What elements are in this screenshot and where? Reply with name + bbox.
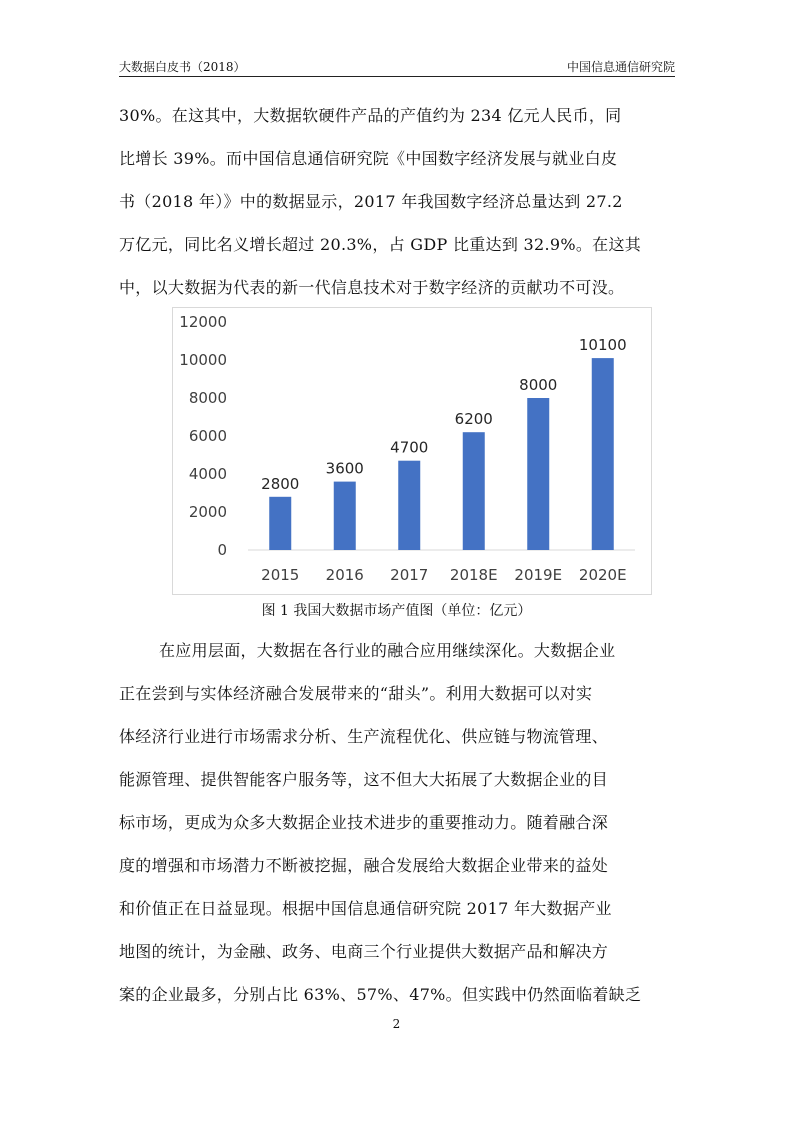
- header-divider: [119, 76, 675, 77]
- y-tick-label: 8000: [188, 389, 227, 407]
- header-title: 大数据白皮书（2018）: [119, 60, 246, 74]
- page-number: 2: [392, 1017, 401, 1031]
- page-header: [119, 58, 675, 76]
- y-tick-label: 10000: [179, 351, 227, 369]
- market-value-chart: [172, 307, 652, 595]
- paragraph-2: [119, 638, 675, 1004]
- x-tick-label: 2015: [261, 566, 300, 584]
- text-line: 度的增强和市场潜力不断被挖掘，融合发展给大数据企业带来的益处: [119, 856, 609, 875]
- data-label: 8000: [519, 376, 558, 394]
- y-tick-label: 4000: [188, 465, 227, 483]
- text-line: 30%。在这其中，大数据软硬件产品的产值约为 234 亿元人民币，同: [119, 106, 622, 125]
- paragraph-1: [119, 103, 675, 303]
- text-line: 中，以大数据为代表的新一代信息技术对于数字经济的贡献功不可没。: [119, 278, 625, 297]
- y-tick-label: 0: [217, 541, 227, 559]
- text-line: 标市场，更成为众多大数据企业技术进步的重要推动力。随着融合深: [119, 813, 609, 832]
- text-line: 比增长 39%。而中国信息通信研究院《中国数字经济发展与就业白皮: [119, 149, 618, 168]
- text-line: 书（2018 年）》中的数据显示，2017 年我国数字经济总量达到 27.2: [119, 192, 623, 211]
- y-tick-label: 6000: [188, 427, 227, 445]
- data-label: 10100: [578, 336, 627, 355]
- text-line: 和价值正在日益显现。根据中国信息通信研究院 2017 年大数据产业: [119, 899, 612, 918]
- bar: [398, 461, 420, 550]
- data-label: 6200: [454, 410, 493, 429]
- x-tick-label: 2016: [325, 566, 364, 584]
- x-tick-label: 2018E: [449, 566, 498, 584]
- bar: [269, 497, 291, 550]
- text-line: 案的企业最多，分别占比 63%、57%、47%。但实践中仍然面临着缺乏: [119, 985, 642, 1004]
- header-institution: 中国信息通信研究院: [566, 60, 675, 74]
- text-line: 体经济行业进行市场需求分析、生产流程优化、供应链与物流管理、: [119, 727, 609, 746]
- x-tick-label: 2017: [390, 566, 429, 584]
- text-line: 万亿元，同比名义增长超过 20.3%，占 GDP 比重达到 32.9%。在这其: [119, 235, 642, 254]
- x-tick-label: 2019E: [514, 566, 563, 584]
- data-label: 2800: [261, 474, 300, 493]
- figure-caption: 图 1 我国大数据市场产值图（单位：亿元）: [261, 603, 532, 619]
- data-label: 3600: [325, 459, 364, 478]
- bar: [334, 482, 356, 550]
- bar: [592, 358, 614, 550]
- text-line: 能源管理、提供智能客户服务等，这不但大大拓展了大数据企业的目: [119, 770, 609, 789]
- bar: [463, 432, 485, 550]
- y-tick-label: 12000: [179, 313, 227, 331]
- data-label: 4700: [390, 438, 429, 457]
- text-line: 在应用层面，大数据在各行业的融合应用继续深化。大数据企业: [159, 641, 616, 660]
- bar-chart-svg: [173, 308, 651, 594]
- text-line: 地图的统计，为金融、政务、电商三个行业提供大数据产品和解决方: [119, 942, 609, 961]
- bar: [527, 398, 549, 550]
- text-line: 正在尝到与实体经济融合发展带来的“甜头”。利用大数据可以对实: [119, 684, 593, 703]
- y-tick-label: 2000: [188, 503, 227, 521]
- x-tick-label: 2020E: [578, 566, 627, 584]
